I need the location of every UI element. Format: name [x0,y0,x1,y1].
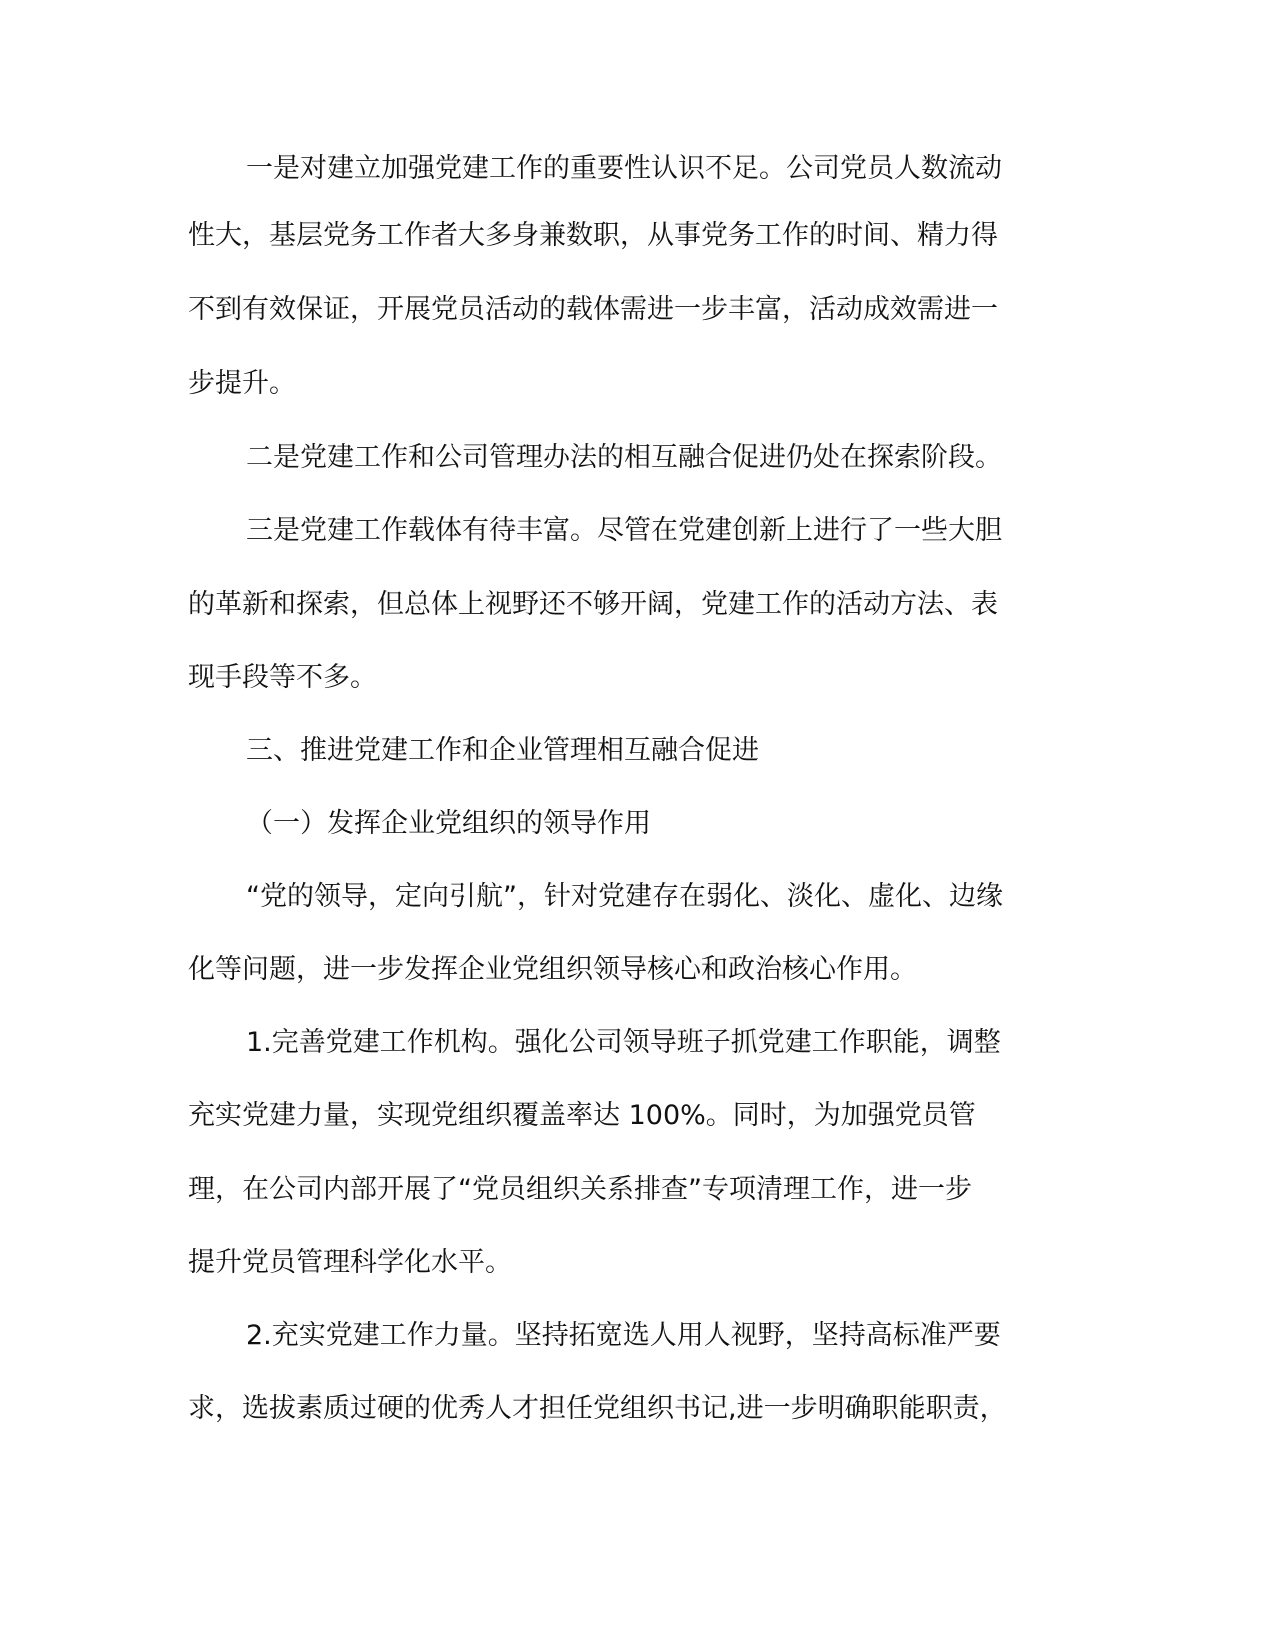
paragraph-3-line-2: 的革新和探索，但总体上视野还不够开阔，党建工作的活动方法、表 [188,589,998,620]
paragraph-2-line-1: 二是党建工作和公司管理办法的相互融合促进仍处在探索阶段。 [246,442,1002,473]
paragraph-6-line-2: 求，选拔素质过硬的优秀人才担任党组织书记,进一步明确职能职责， [188,1393,1007,1424]
paragraph-1-line-3: 不到有效保证，开展党员活动的载体需进一步丰富，活动成效需进一 [188,294,998,325]
section-heading: 三、推进党建工作和企业管理相互融合促进 [246,735,759,766]
paragraph-4-line-1: “党的领导，定向引航”，针对党建存在弱化、淡化、虚化、边缘 [246,881,1003,912]
paragraph-1-line-4: 步提升。 [188,368,296,399]
paragraph-6-line-1: 2.充实党建工作力量。坚持拓宽选人用人视野，坚持高标准严要 [246,1320,1001,1351]
paragraph-3-line-3: 现手段等不多。 [188,662,377,693]
paragraph-5-line-2: 充实党建力量，实现党组织覆盖率达 100%。同时，为加强党员管 [188,1100,976,1131]
paragraph-1-line-2: 性大，基层党务工作者大多身兼数职，从事党务工作的时间、精力得 [188,220,998,251]
paragraph-1-line-1: 一是对建立加强党建工作的重要性认识不足。公司党员人数流动 [246,153,1002,184]
paragraph-5-line-4: 提升党员管理科学化水平。 [188,1247,512,1278]
paragraph-5-line-1: 1.完善党建工作机构。强化公司领导班子抓党建工作职能，调整 [246,1027,1001,1058]
subsection-heading: （一）发挥企业党组织的领导作用 [246,808,651,839]
paragraph-5-line-3: 理，在公司内部开展了“党员组织关系排查”专项清理工作，进一步 [188,1174,972,1205]
paragraph-3-line-1: 三是党建工作载体有待丰富。尽管在党建创新上进行了一些大胆 [246,515,1002,546]
paragraph-4-line-2: 化等问题，进一步发挥企业党组织领导核心和政治核心作用。 [188,954,917,985]
